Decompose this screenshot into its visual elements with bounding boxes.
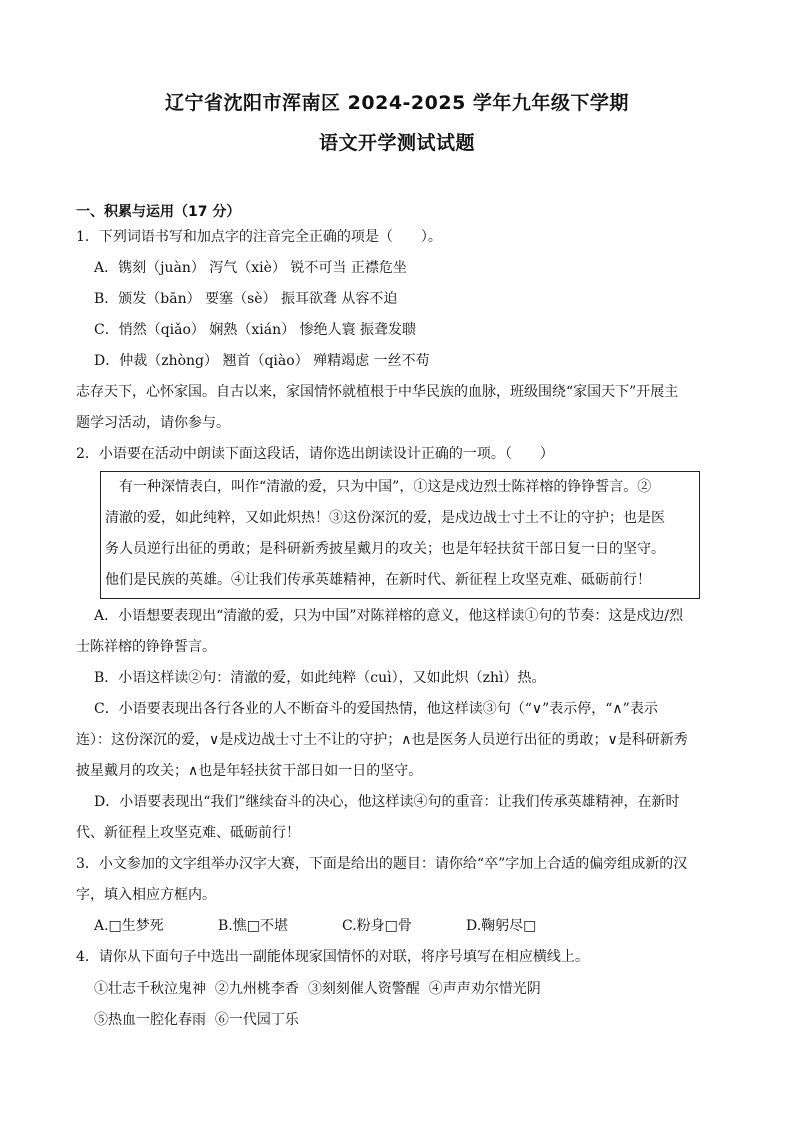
q4-item-5: ⑤热血一腔化春雨 <box>94 1012 206 1028</box>
section-heading: 一、积累与运用（17 分） <box>76 204 241 220</box>
q3-option-a: A.□生梦死 <box>94 918 164 934</box>
q3-option-d: D.鞠躬尽□ <box>466 918 537 934</box>
q3-options <box>94 916 744 936</box>
q1-option-a: A．镌刻（juàn） 泻气（xiè） 锐不可当 正襟危坐 <box>94 260 407 276</box>
exam-title-line1: 辽宁省沈阳市浑南区 2024-2025 学年九年级下学期 <box>165 92 629 114</box>
q4-items-row2 <box>94 1010 744 1030</box>
q1-option-b: B．颁发（bān） 要塞（sè） 振耳欲聋 从容不迫 <box>94 291 398 307</box>
q4-item-6: ⑥一代园丁乐 <box>214 1012 299 1028</box>
q3-option-c: C.粉身□骨 <box>342 918 412 934</box>
exam-title-line2: 语文开学测试试题 <box>318 132 475 154</box>
q2-option-c-line3: 披星戴月的攻关；∧也是年轻扶贫干部日如一日的坚守。 <box>76 763 423 779</box>
q1-stem: 1．下列词语书写和加点字的注音完全正确的项是（ ）。 <box>76 229 442 245</box>
q4-item-1: ①壮志千秋泣鬼神 <box>94 981 206 997</box>
q2-option-b: B．小语这样读②句：清澈的爱，如此纯粹（cuì），又如此炽（zhì）热。 <box>94 670 546 686</box>
q2-passage-line4: 他们是民族的英雄。④让我们传承英雄精神，在新时代、新征程上攻坚克难、砥砺前行！ <box>105 572 651 588</box>
q1-option-c: C．悄然（qiǎo） 娴熟（xián） 惨绝人寰 振聋发聩 <box>94 322 417 338</box>
q4-items-row1 <box>94 979 744 999</box>
q2-option-a-line1: A．小语想要表现出“清澈的爱，只为中国”对陈祥榕的意义，他这样读①句的节奏：这是戍边/烈 <box>94 608 684 624</box>
q4-item-2: ②九州桃李香 <box>214 981 299 997</box>
q2-option-d-line1: D．小语要表现出“我们”继续奋斗的决心，他这样读④句的重音：让我们传承英雄精神，在新时 <box>94 794 680 810</box>
q1-option-d: D．仲裁（zhòng） 翘首（qiào） 殚精竭虑 一丝不苟 <box>94 353 430 369</box>
q2-passage-box <box>100 471 700 599</box>
intro-line2: 题学习活动，请你参与。 <box>76 415 230 431</box>
q4-item-4: ④声声劝尔惜光阴 <box>428 981 541 997</box>
q2-passage-line1: 有一种深情表白，叫作“清澈的爱，只为中国”，①这是戍边烈士陈祥榕的铮铮誓言。② <box>105 479 652 495</box>
q2-option-a-line2: 士陈祥榕的铮铮誓言。 <box>76 639 216 655</box>
intro-line1: 志存天下，心怀家国。自古以来，家国情怀就植根于中华民族的血脉，班级围绕“家国天下”开展主 <box>76 384 679 400</box>
q4-stem: 4．请你从下面句子中选出一副能体现家国情怀的对联，将序号填写在相应横线上。 <box>76 949 589 965</box>
q3-stem-line2: 字，填入相应方框内。 <box>76 887 216 903</box>
q4-item-3: ③刻刻催人资警醒 <box>307 981 420 997</box>
q2-option-c-line2: 连）：这份深沉的爱，∨是戍边战士寸土不让的守护；∧也是医务人员逆行出征的勇敢；∨是科研新秀 <box>76 732 688 748</box>
q3-stem-line1: 3．小文参加的文字组举办汉字大赛，下面是给出的题目：请你给“卒”字加上合适的偏旁组成新的汉 <box>76 856 688 872</box>
q2-stem: 2．小语要在活动中朗读下面这段话，请你选出朗读设计正确的一项。（ ） <box>76 446 554 462</box>
q2-passage-line3: 务人员逆行出征的勇敢；是科研新秀披星戴月的攻关；也是年轻扶贫干部日复一日的坚守。 <box>105 541 665 557</box>
q2-option-c-line1: C．小语要表现出各行各业的人不断奋斗的爱国热情，他这样读③句（“∨”表示停，“∧”表示 <box>94 701 658 717</box>
q2-option-d-line2: 代、新征程上攻坚克难、砥砺前行！ <box>76 825 300 841</box>
q2-passage-line2: 清澈的爱，如此纯粹，又如此炽热！③这份深沉的爱，是戍边战士寸土不让的守护；也是医 <box>105 510 665 526</box>
q3-option-b: B.憔□不堪 <box>218 918 288 934</box>
